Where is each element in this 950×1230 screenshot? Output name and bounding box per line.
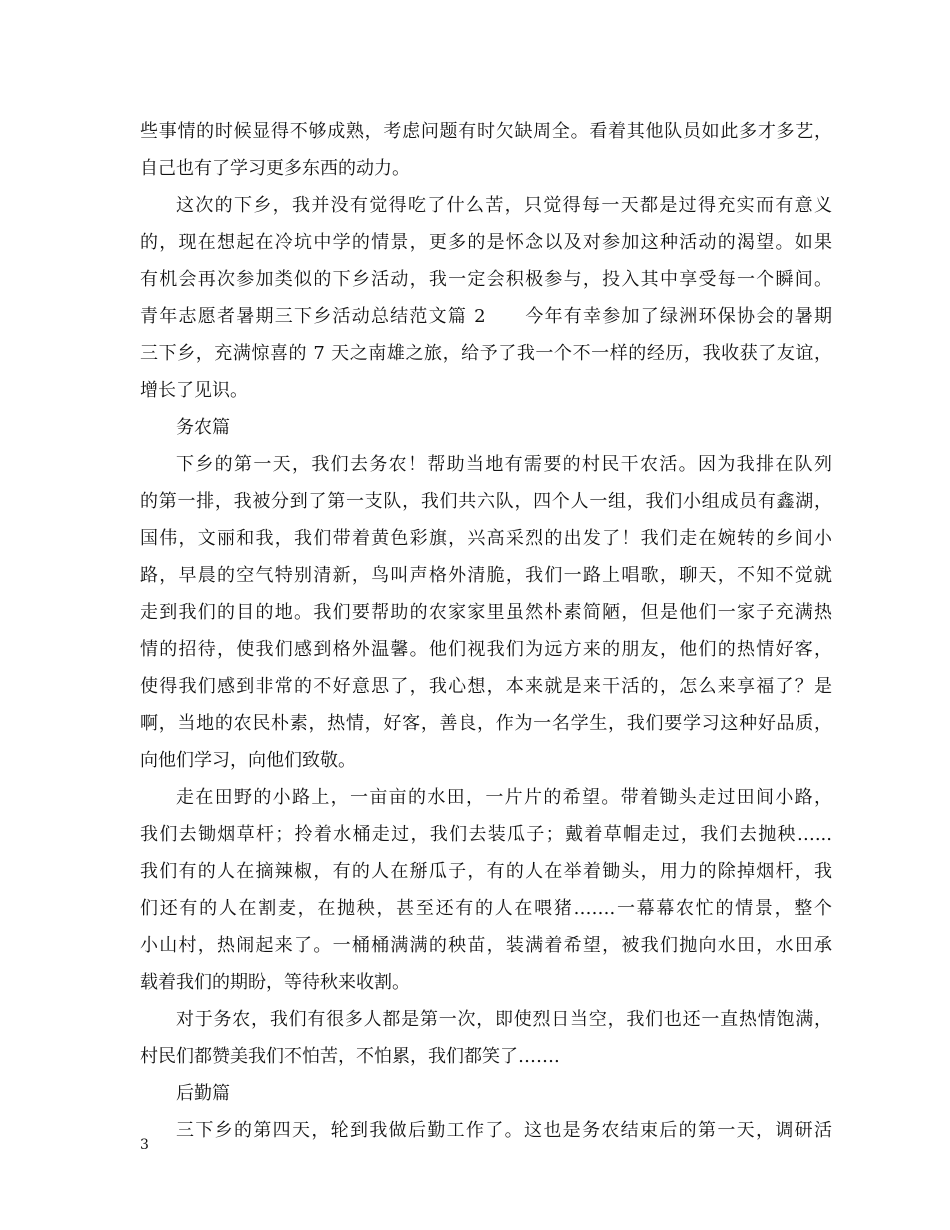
text-line: 向他们学习，向他们致敬。 (140, 750, 356, 771)
text-line: 有机会再次参加类似的下乡活动，我一定会积极参与，投入其中享受每一个瞬间。 (140, 269, 832, 290)
text-line: 对于务农，我们有很多人都是第一次，即使烈日当空，我们也还一直热情饱满， (176, 1009, 832, 1030)
text-line: 国伟，文丽和我，我们带着黄色彩旗，兴高采烈的出发了！我们走在婉转的乡间小 (140, 528, 832, 549)
text-line: 小山村，热闹起来了。一桶桶满满的秧苗，装满着希望，被我们抛向水田，水田承 (140, 935, 832, 956)
text-line: 三下乡，充满惊喜的 7 天之南雄之旅，给予了我一个不一样的经历，我收获了友谊， (140, 343, 832, 364)
section-title-line: 青年志愿者暑期三下乡活动总结范文篇 2 今年有幸参加了绿洲环保协会的暑期 (140, 306, 832, 327)
text-line: 些事情的时候显得不够成熟，考虑问题有时欠缺周全。看着其他队员如此多才多艺， (140, 121, 832, 142)
section-heading: 务农篇 (176, 417, 230, 438)
text-line: 载着我们的期盼，等待秋来收割。 (140, 972, 410, 993)
text-line: 三下乡的第四天，轮到我做后勤工作了。这也是务农结束后的第一天，调研活 (176, 1120, 832, 1141)
text-line: 使得我们感到非常的不好意思了，我心想，本来就是来干活的，怎么来享福了？是 (140, 676, 832, 697)
text-line: 的，现在想起在冷坑中学的情景，更多的是怀念以及对参加这种活动的渴望。如果 (140, 232, 832, 253)
text-line: 的第一排，我被分到了第一支队，我们共六队，四个人一组，我们小组成员有鑫湖， (140, 491, 832, 512)
body-text (140, 113, 832, 1149)
text-line: 这次的下乡，我并没有觉得吃了什么苦，只觉得每一天都是过得充实而有意义 (176, 195, 832, 216)
text-line: 啊，当地的农民朴素，热情，好客，善良，作为一名学生，我们要学习这种好品质， (140, 713, 832, 734)
text-line: 我们有的人在摘辣椒，有的人在掰瓜子，有的人在举着锄头，用力的除掉烟杆，我 (140, 861, 832, 882)
page-number: 3 (140, 1137, 149, 1153)
text-line: 村民们都赞美我们不怕苦，不怕累，我们都笑了……. (140, 1046, 560, 1067)
text-line: 我们去锄烟草杆；拎着水桶走过，我们去装瓜子；戴着草帽走过，我们去抛秧…... (140, 824, 832, 845)
text-line: 走在田野的小路上，一亩亩的水田，一片片的希望。带着锄头走过田间小路， (176, 787, 832, 808)
text-line: 自己也有了学习更多东西的动力。 (140, 158, 410, 179)
section-heading: 后勤篇 (176, 1083, 230, 1104)
text-line: 增长了见识。 (140, 380, 248, 401)
text-line: 情的招待，使我们感到格外温馨。他们视我们为远方来的朋友，他们的热情好客， (140, 639, 832, 660)
text-line: 下乡的第一天，我们去务农！帮助当地有需要的村民干农活。因为我排在队列 (176, 454, 832, 475)
text-line: 路，早晨的空气特别清新，鸟叫声格外清脆，我们一路上唱歌，聊天，不知不觉就 (140, 565, 832, 586)
text-line: 走到我们的目的地。我们要帮助的农家家里虽然朴素简陋，但是他们一家子充满热 (140, 602, 832, 623)
text-line: 们还有的人在割麦，在抛秧，甚至还有的人在喂猪…….一幕幕农忙的情景，整个 (140, 898, 832, 919)
